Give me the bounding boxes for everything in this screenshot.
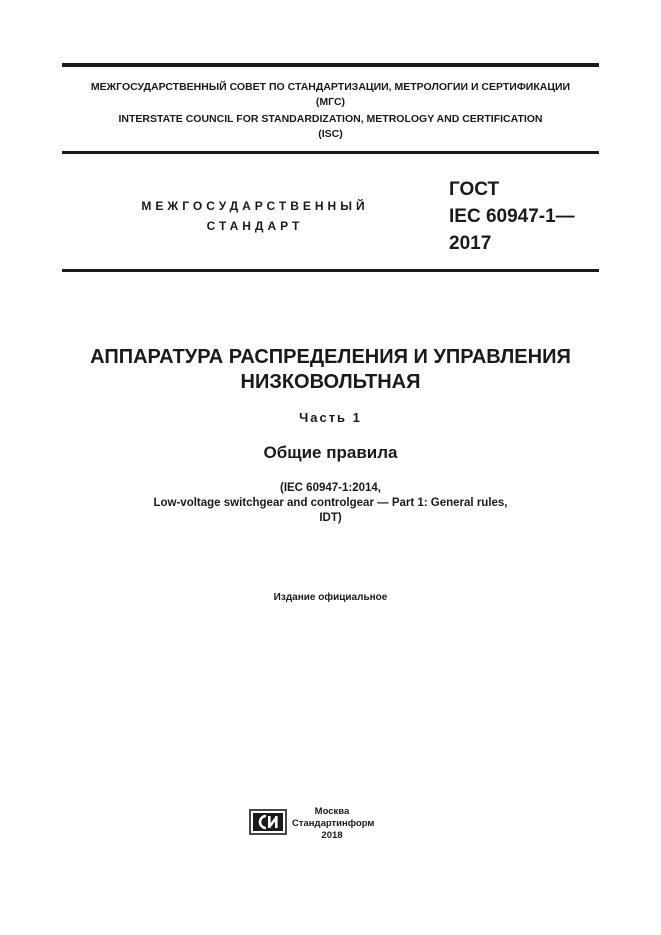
reference-line2: Low-voltage switchgear and controlgear — Part 1: General rules,: [153, 497, 508, 509]
publication-year: 2018: [321, 830, 343, 841]
publisher-city: Москва: [314, 806, 350, 817]
council-name-en: [62, 112, 599, 142]
part-number: Часть 1: [299, 410, 362, 425]
reference-line1: (IEC 60947-1:2014,: [279, 482, 381, 494]
standard-kind-line2: СТАНДАРТ: [206, 219, 304, 233]
council-abbr-en: (ISC): [318, 128, 343, 140]
standartinform-logo-icon: [249, 809, 287, 835]
bottom-rule: [62, 269, 599, 272]
council-name-ru-text: МЕЖГОСУДАРСТВЕННЫЙ СОВЕТ ПО СТАНДАРТИЗАЦИИ, МЕТРОЛОГИИ И СЕРТИФИКАЦИИ: [90, 81, 571, 93]
reference-line3: IDT): [319, 512, 342, 524]
title-line1: АППАРАТУРА РАСПРЕДЕЛЕНИЯ И УПРАВЛЕНИЯ: [90, 346, 571, 368]
iec-reference: [62, 481, 599, 526]
designation-line2: IEC 60947-1—: [449, 206, 575, 227]
publisher-block: [292, 806, 375, 842]
designation-line1: ГОСТ: [449, 179, 500, 200]
document-subtitle: Общие правила: [263, 443, 398, 462]
publisher-name: Стандартинформ: [292, 818, 375, 829]
middle-rule: [62, 151, 599, 154]
standard-designation: [449, 176, 609, 257]
council-name-en-text: INTERSTATE COUNCIL FOR STANDARDIZATION, METROLOGY AND CERTIFICATION: [118, 113, 543, 125]
document-title: [40, 345, 621, 395]
edition-note: Издание официальное: [273, 592, 388, 603]
council-abbr-ru: (МГС): [315, 96, 346, 108]
top-rule: [62, 63, 599, 67]
designation-line3: 2017: [449, 233, 492, 254]
council-name-ru: [62, 80, 599, 110]
standard-kind-line1: МЕЖГОСУДАРСТВЕННЫЙ: [141, 199, 369, 213]
title-line2: НИЗКОВОЛЬТНАЯ: [240, 371, 421, 393]
